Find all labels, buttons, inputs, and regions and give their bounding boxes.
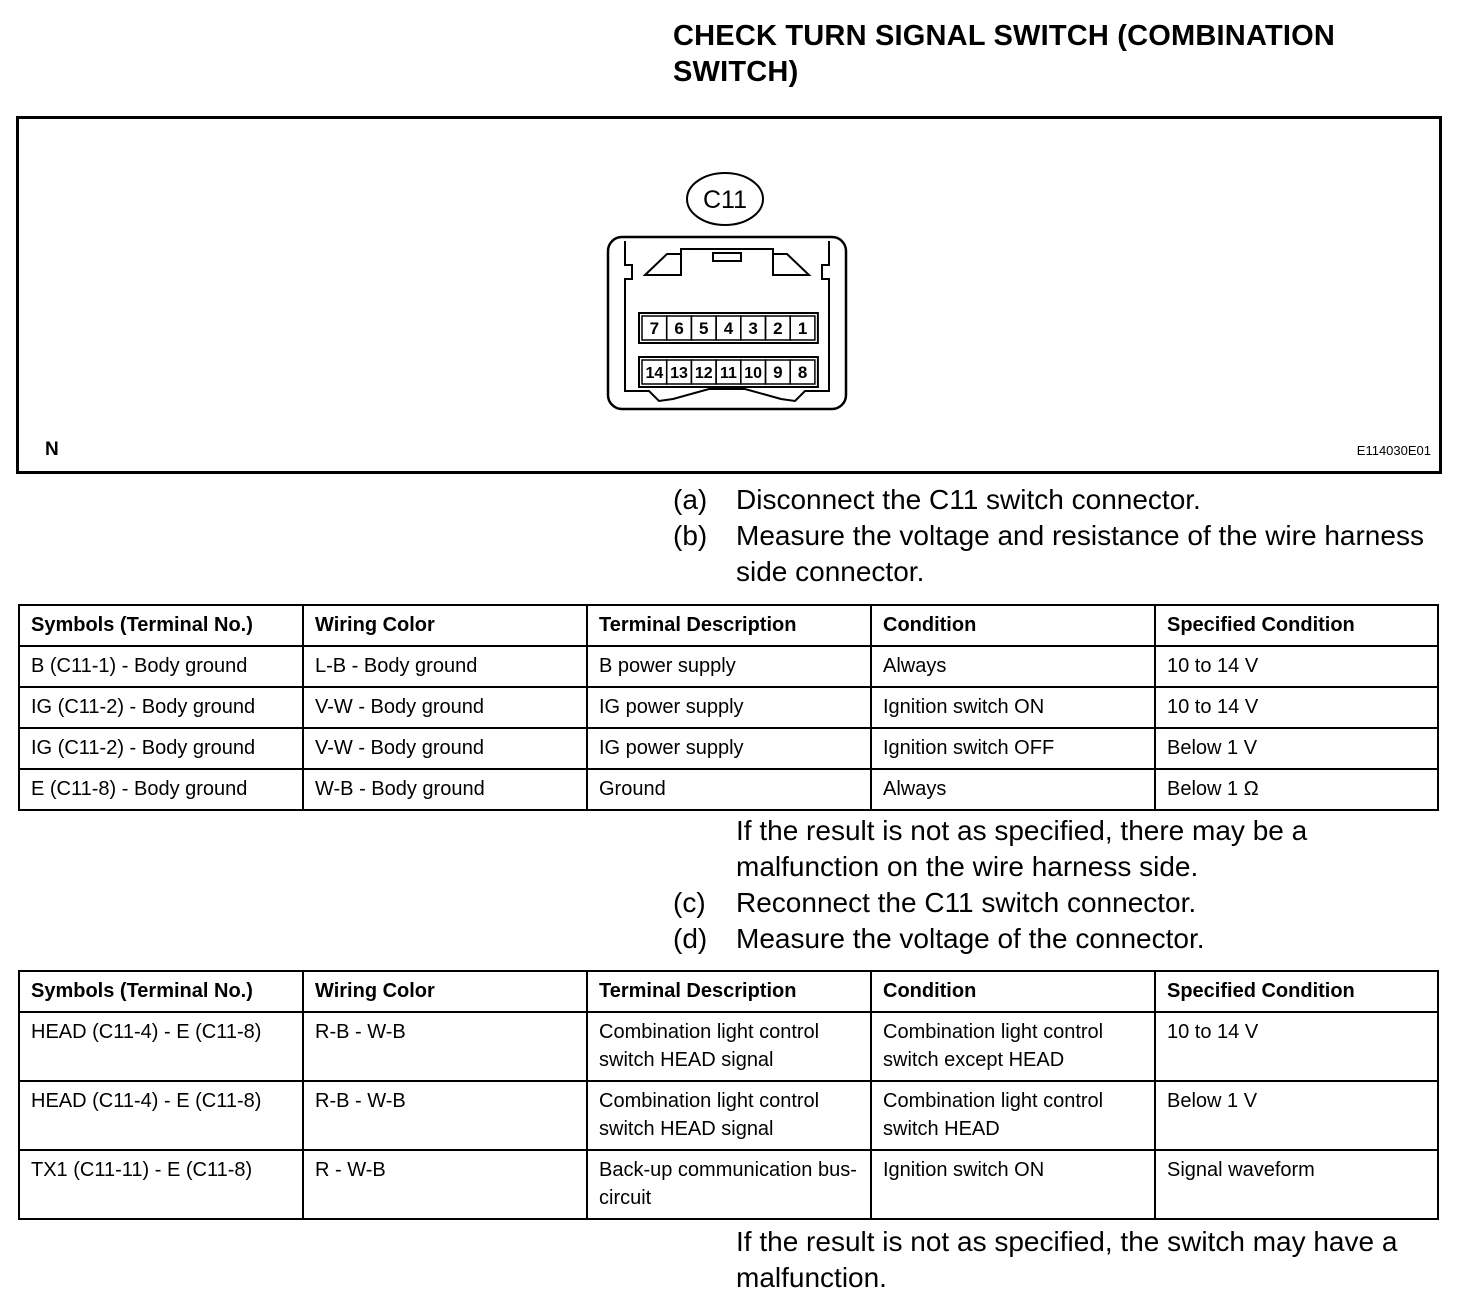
table-cell: IG (C11-2) - Body ground xyxy=(19,728,303,769)
steps-group-1 xyxy=(673,482,1453,590)
table-row xyxy=(19,646,1438,687)
pin-row-top xyxy=(639,313,818,343)
pin-number: 8 xyxy=(797,363,808,382)
column-header: Symbols (Terminal No.) xyxy=(19,605,303,646)
table-cell: B power supply xyxy=(587,646,871,687)
step-text: Reconnect the C11 switch connector. xyxy=(736,887,1197,918)
table-cell: IG (C11-2) - Body ground xyxy=(19,687,303,728)
step-label: (a) xyxy=(673,484,708,515)
pin-number: 1 xyxy=(797,319,808,338)
table-cell: IG power supply xyxy=(587,687,871,728)
note-harness: If the result is not as specified, there may be a malfunction on the wire harness side. xyxy=(736,815,1308,882)
pin-number: 5 xyxy=(699,319,709,338)
connector-guide-right xyxy=(773,254,809,275)
column-header: Specified Condition xyxy=(1155,605,1438,646)
pin-number: 14 xyxy=(645,365,664,382)
connector-figure xyxy=(16,116,1442,474)
table-row xyxy=(19,1081,1438,1150)
table-cell: R - W-B xyxy=(303,1150,587,1219)
step-c xyxy=(673,885,1453,921)
pin-number: 9 xyxy=(773,363,783,382)
table-row xyxy=(19,1012,1438,1081)
column-header: Terminal Description xyxy=(587,971,871,1012)
table-row xyxy=(19,769,1438,810)
table-cell: HEAD (C11-4) - E (C11-8) xyxy=(19,1012,303,1081)
table-cell: Combination light control switch HEAD xyxy=(871,1081,1155,1150)
table-cell: Back-up communication bus-circuit xyxy=(587,1150,871,1219)
connector-diagram xyxy=(19,119,1439,471)
note-switch: If the result is not as specified, the switch may have a malfunction. xyxy=(736,1226,1398,1293)
pin-number: 10 xyxy=(744,365,763,382)
step-text: Disconnect the C11 switch connector. xyxy=(736,484,1201,515)
table-cell: Combination light control switch HEAD signal xyxy=(587,1012,871,1081)
table-header-row xyxy=(19,605,1438,646)
table-cell: HEAD (C11-4) - E (C11-8) xyxy=(19,1081,303,1150)
pin-number: 2 xyxy=(773,319,783,338)
table-cell: TX1 (C11-11) - E (C11-8) xyxy=(19,1150,303,1219)
table-cell: L-B - Body ground xyxy=(303,646,587,687)
table-cell: W-B - Body ground xyxy=(303,769,587,810)
column-header: Condition xyxy=(871,971,1155,1012)
step-label: (b) xyxy=(673,520,708,551)
table-cell: 10 to 14 V xyxy=(1155,646,1438,687)
step-d xyxy=(673,921,1453,957)
table-cell: V-W - Body ground xyxy=(303,687,587,728)
table-cell: R-B - W-B xyxy=(303,1081,587,1150)
pin-number: 6 xyxy=(674,319,684,338)
table-cell: R-B - W-B xyxy=(303,1012,587,1081)
table-row xyxy=(19,1150,1438,1219)
step-text: Measure the voltage of the connector. xyxy=(736,923,1205,954)
table-cell: Ignition switch OFF xyxy=(871,728,1155,769)
table-cell: Combination light control switch HEAD signal xyxy=(587,1081,871,1150)
table-cell: B (C11-1) - Body ground xyxy=(19,646,303,687)
table-row xyxy=(19,728,1438,769)
table-cell: 10 to 14 V xyxy=(1155,687,1438,728)
table-cell: Below 1 V xyxy=(1155,728,1438,769)
table-cell: E (C11-8) - Body ground xyxy=(19,769,303,810)
column-header: Specified Condition xyxy=(1155,971,1438,1012)
step-text: Measure the voltage and resistance of the wire harness side connector. xyxy=(736,520,1424,587)
pin-number: 3 xyxy=(748,319,758,338)
step-a xyxy=(673,482,1453,518)
figure-corner-label: N xyxy=(45,439,59,460)
connector-latch-tab xyxy=(713,253,741,261)
steps-group-2 xyxy=(673,813,1453,957)
column-header: Symbols (Terminal No.) xyxy=(19,971,303,1012)
table-cell: Ignition switch ON xyxy=(871,687,1155,728)
table-header-row xyxy=(19,971,1438,1012)
step-label: (c) xyxy=(673,887,706,918)
column-header: Terminal Description xyxy=(587,605,871,646)
pin-number: 13 xyxy=(670,365,688,382)
table-cell: Below 1 Ω xyxy=(1155,769,1438,810)
step-b xyxy=(673,518,1453,590)
connector-guide-left xyxy=(645,254,681,275)
step-label: (d) xyxy=(673,923,708,954)
pin-number: 7 xyxy=(649,319,660,338)
table-cell: IG power supply xyxy=(587,728,871,769)
table-cell: Ground xyxy=(587,769,871,810)
table-cell: Signal waveform xyxy=(1155,1150,1438,1219)
connector-label: C11 xyxy=(702,186,748,214)
steps-group-3 xyxy=(673,1224,1453,1296)
table-cell: Combination light control switch except HEAD xyxy=(871,1012,1155,1081)
figure-code: E114030E01 xyxy=(1356,443,1431,458)
table-cell: Below 1 V xyxy=(1155,1081,1438,1150)
table-cell: Ignition switch ON xyxy=(871,1150,1155,1219)
pin-number: 11 xyxy=(719,365,737,382)
table-cell: 10 to 14 V xyxy=(1155,1012,1438,1081)
table-cell: V-W - Body ground xyxy=(303,728,587,769)
column-header: Wiring Color xyxy=(303,971,587,1012)
table-cell: Always xyxy=(871,646,1155,687)
voltage-resistance-table xyxy=(18,604,1439,811)
column-header: Wiring Color xyxy=(303,605,587,646)
pin-number: 4 xyxy=(723,319,734,338)
column-header: Condition xyxy=(871,605,1155,646)
pin-number: 12 xyxy=(694,365,713,382)
pin-row-bottom xyxy=(639,357,818,387)
table-row xyxy=(19,687,1438,728)
page-title: CHECK TURN SIGNAL SWITCH (COMBINATION SWITCH) xyxy=(673,20,1336,88)
connector-voltage-table xyxy=(18,970,1439,1220)
table-cell: Always xyxy=(871,769,1155,810)
